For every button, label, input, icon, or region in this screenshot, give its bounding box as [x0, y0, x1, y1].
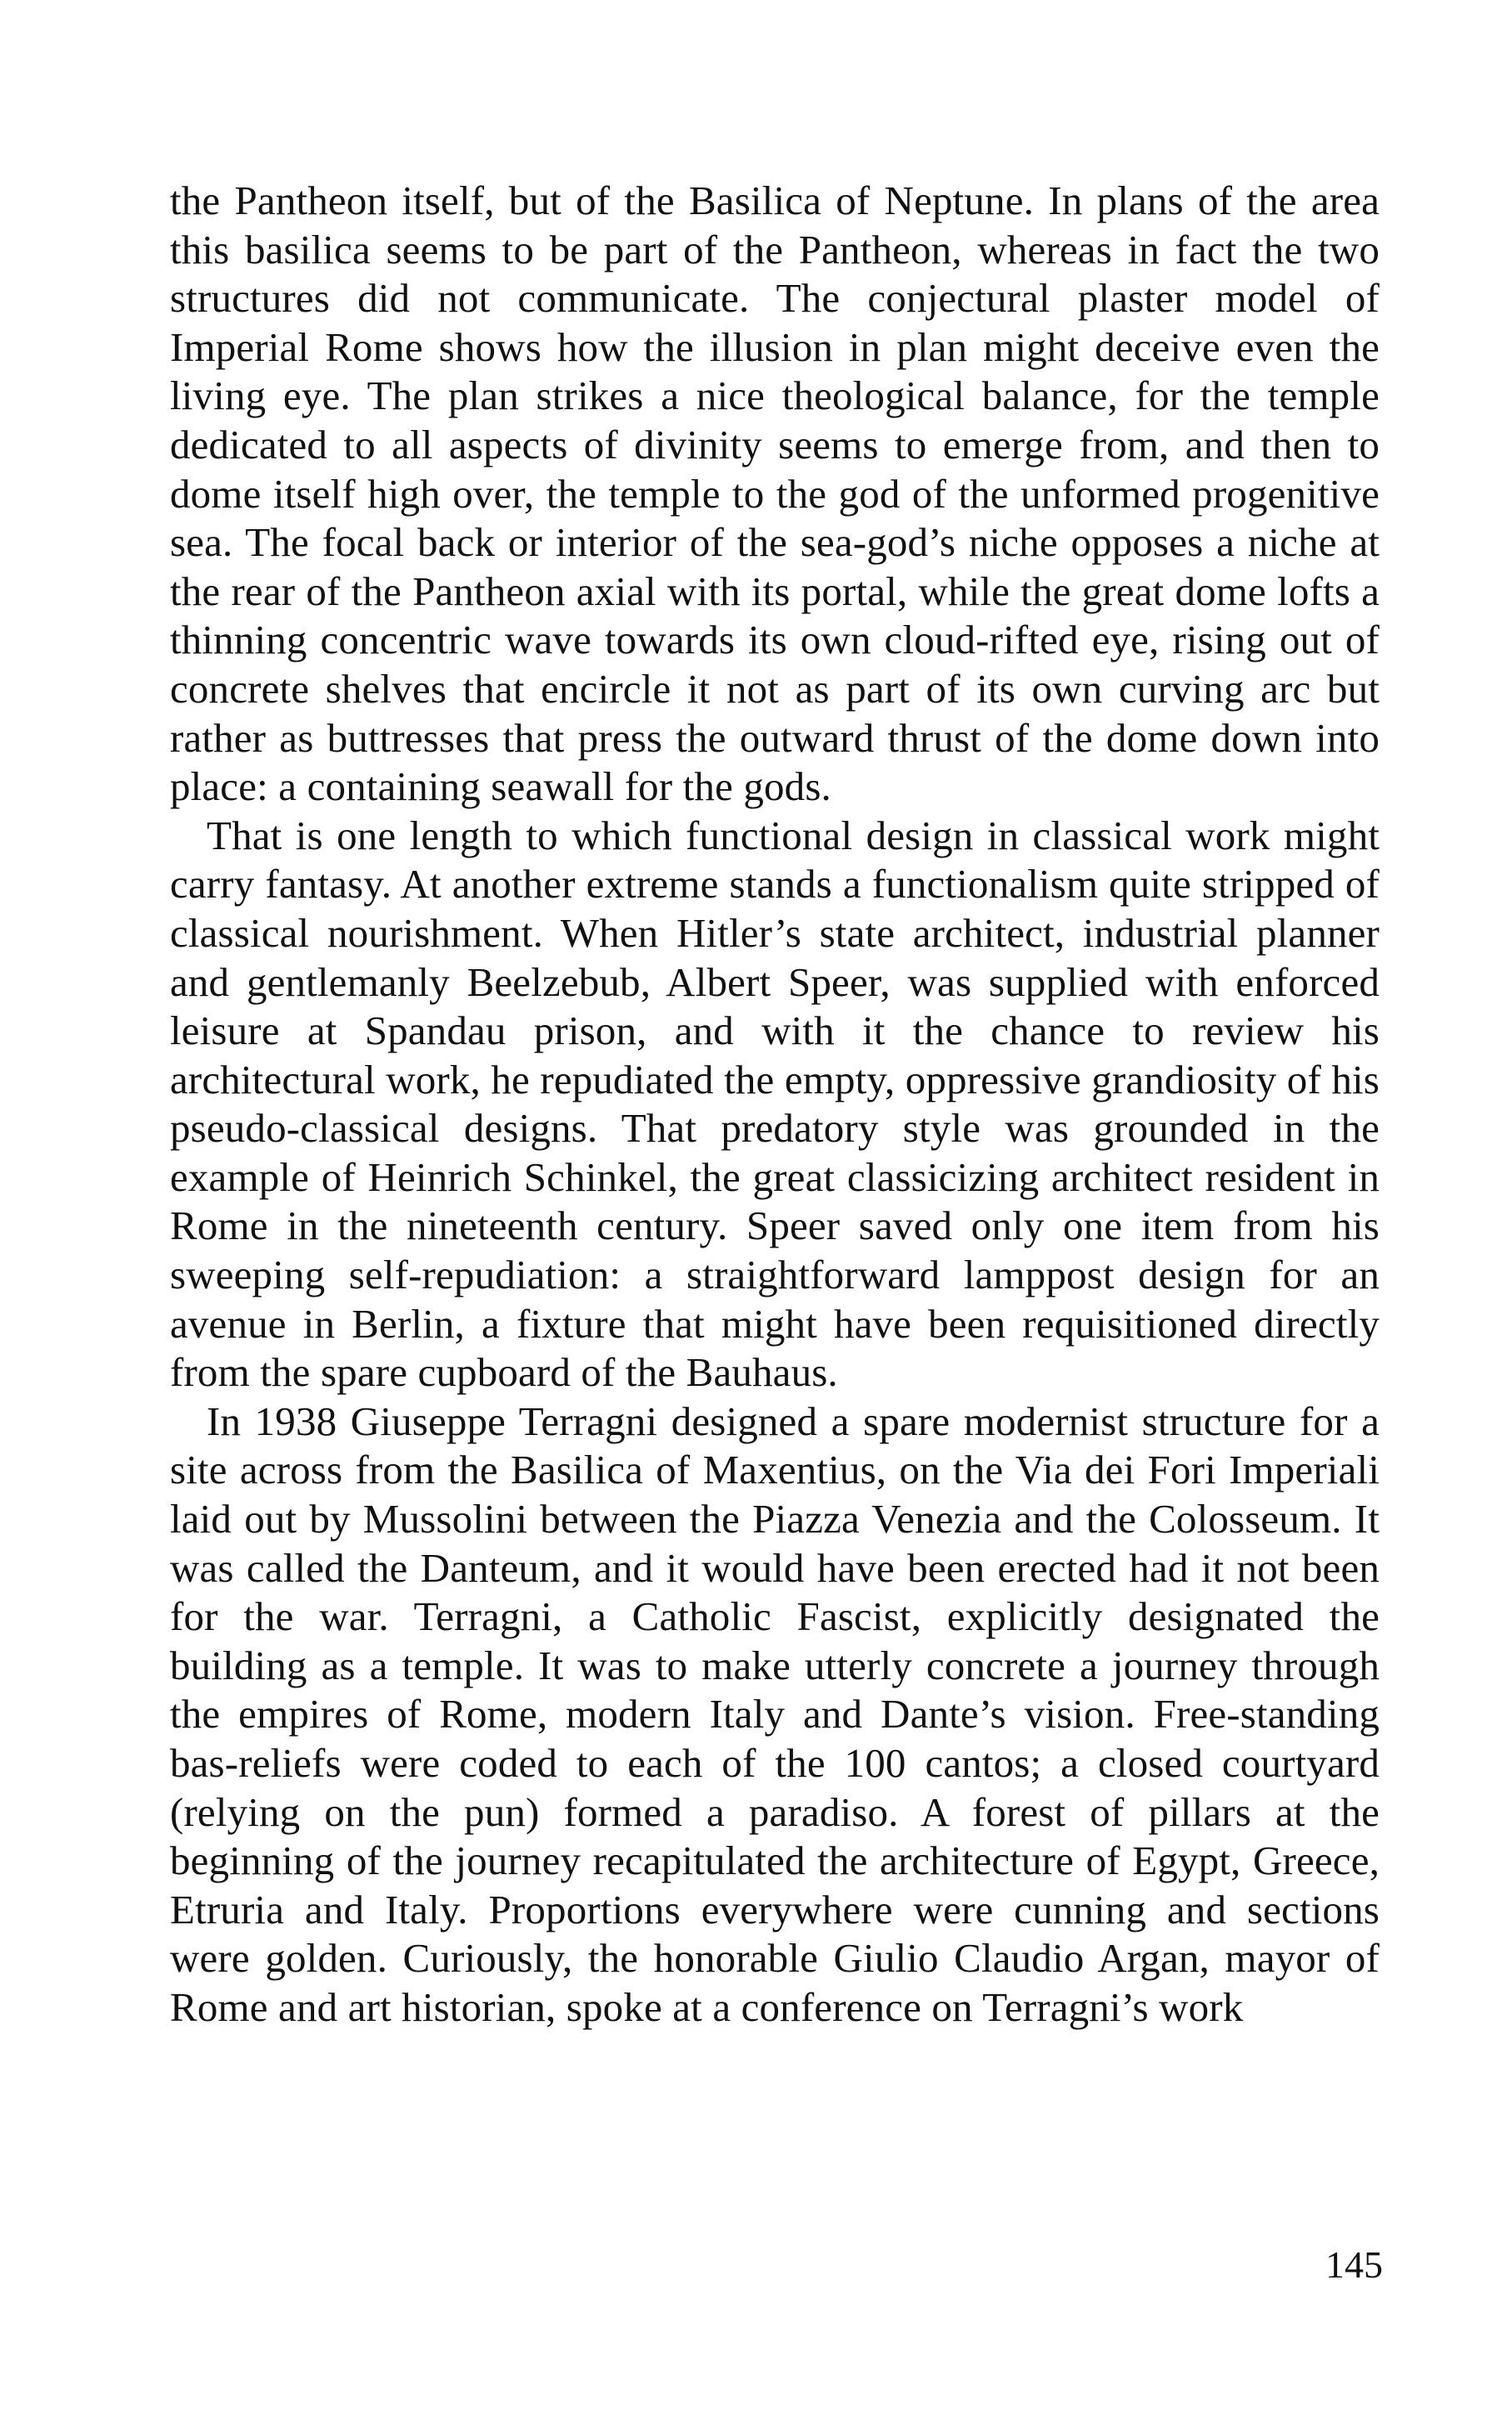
- body-text: [170, 177, 1380, 2032]
- paragraph-terragni-danteum: In 1938 Giuseppe Terragni designed a spare modernist structure for a site across from the Basilica of Maxentius, on the Via dei Fori Imperiali laid out by Mussolini between the Piazza Venezia and the Colosseum. It was called the Danteum, and it would have been erected had it not been for the war. Terragni, a Catholic Fascist, explicitly designated the building as a temple. It was to make utterly concrete a journey through the empires of Rome, modern Italy and Dante’s vision. Free-standing bas-reliefs were coded to each of the 100 cantos; a closed courtyard (relying on the pun) formed a paradiso. A forest of pillars at the beginning of the journey recapitulated the architecture of Egypt, Greece, Etruria and Italy. Proportions everywhere were cunning and sections were golden. Curiously, the honorable Giulio Claudio Argan, mayor of Rome and art historian, spoke at a conference on Terragni’s work: [170, 1398, 1380, 2030]
- page-number: 145: [1325, 2243, 1383, 2286]
- paragraph-functionalism-speer: That is one length to which functional design in classical work might carry fantasy. At another extreme stands a functionalism quite stripped of classical nourishment. When Hitler’s state architect, industrial planner and gentlemanly Beelzebub, Albert Speer, was supplied with enforced leisure at Spandau prison, and with it the chance to review his architectural work, he repudiated the empty, oppressive grandiosity of his pseudo-classical designs. That predatory style was grounded in the example of Heinrich Schinkel, the great classicizing architect resident in Rome in the nineteenth century. Speer saved only one item from his sweeping self-repudiation: a straightforward lamppost design for an avenue in Berlin, a fixture that might have been requisitioned directly from the spare cupboard of the Bauhaus.: [170, 812, 1380, 1396]
- paragraph-basilica-of-neptune: the Pantheon itself, but of the Basilica of Neptune. In plans of the area this basilica seems to be part of the Pantheon, whereas in fact the two structures did not communicate. The conjectural plaster model of Imperial Rome shows how the illusion in plan might deceive even the living eye. The plan strikes a nice theological balance, for the temple dedicated to all aspects of divinity seems to emerge from, and then to dome itself high over, the temple to the god of the unformed progenitive sea. The focal back or interior of the sea-god’s niche opposes a niche at the rear of the Pantheon axial with its portal, while the great dome lofts a thinning concentric wave towards its own cloud-rifted eye, rising out of concrete shelves that encircle it not as part of its own curving arc but rather as buttresses that press the outward thrust of the dome down into place: a containing seawall for the gods.: [170, 178, 1380, 810]
